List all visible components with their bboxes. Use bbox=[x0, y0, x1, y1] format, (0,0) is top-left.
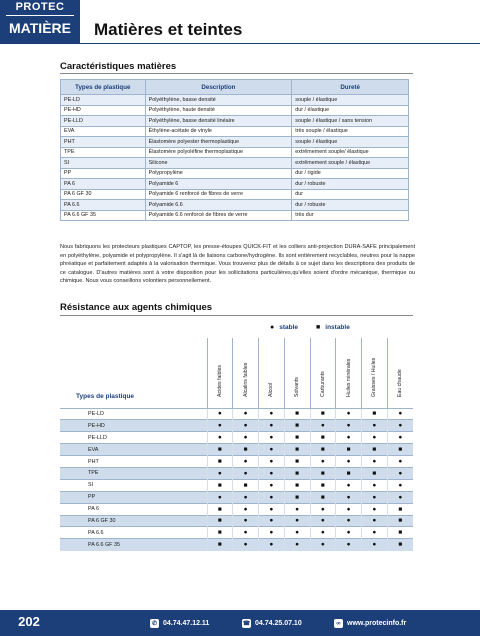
stable-icon: ● bbox=[259, 539, 285, 551]
stable-icon: ● bbox=[233, 432, 259, 444]
phone-number: 04.74.47.12.11 bbox=[163, 620, 210, 627]
stable-icon: ● bbox=[310, 456, 336, 468]
resistance-row bbox=[60, 527, 413, 539]
unstable-icon: ■ bbox=[310, 479, 336, 491]
material-type: PP bbox=[61, 168, 146, 179]
legend-stable bbox=[270, 324, 298, 331]
stable-icon: ● bbox=[336, 491, 362, 503]
stable-icon: ● bbox=[362, 527, 388, 539]
stable-icon: ● bbox=[233, 539, 259, 551]
material-description: Éthylène-acétate de vinyle bbox=[145, 126, 292, 137]
stable-icon: ● bbox=[336, 456, 362, 468]
stable-icon: ● bbox=[362, 479, 388, 491]
material-hardness: souple / élastique bbox=[292, 137, 409, 148]
legend bbox=[270, 324, 350, 331]
page-title: Matières et teintes bbox=[94, 20, 243, 39]
unstable-icon: ■ bbox=[387, 527, 413, 539]
unstable-icon: ■ bbox=[336, 467, 362, 479]
materials-row bbox=[61, 105, 409, 116]
materials-row bbox=[61, 147, 409, 158]
stable-icon: ● bbox=[233, 408, 259, 420]
stable-icon: ● bbox=[387, 491, 413, 503]
material-type: PE-HD bbox=[61, 105, 146, 116]
unstable-icon: ■ bbox=[284, 420, 310, 432]
col-header-hardness: Dureté bbox=[292, 80, 409, 95]
phone-icon: ✆ bbox=[151, 621, 158, 627]
material-hardness: extrêmement souple/ élastique bbox=[292, 147, 409, 158]
unstable-icon: ■ bbox=[387, 515, 413, 527]
resistance-material: PA 6 GF 30 bbox=[60, 515, 207, 527]
footer-fax[interactable] bbox=[242, 619, 302, 628]
stable-icon: ● bbox=[259, 479, 285, 491]
agent-label: Huiles minérales bbox=[345, 358, 352, 397]
material-description: Polyéthylène, basse densité bbox=[145, 95, 292, 106]
materials-header-row bbox=[61, 80, 409, 95]
materials-row bbox=[61, 210, 409, 221]
resistance-col-header bbox=[259, 338, 285, 408]
stable-icon: ● bbox=[336, 432, 362, 444]
agent-label: Carburants bbox=[319, 370, 326, 397]
stable-icon: ● bbox=[259, 491, 285, 503]
materials-paragraph: Nous fabriquons les protecteurs plastiques CAPTOP, les presse-étoupes QUICK-FIT et les colliers anti-projection DURA-SAFE principalement en polyéthylène, polyamide et polypropylène. Il s'agit là de liaisons carbone/hydrogène. Ils sont entièrement recyclables, neutres pour la nappe phréatique et parfaitement adaptés à la valorisation thermique. Vous trouverez plus de détails à ce sujet dans les descriptions des produits de ce catalogue. D'autres matières sont à votre disposition pour les sollicitations particulières,qu'elles soient d'ordre mécanique, thermique ou chimique. Nous vous conseillons volontiers personnellement. bbox=[60, 244, 415, 284]
materials-table bbox=[60, 79, 409, 221]
material-type: PA 6 bbox=[61, 179, 146, 190]
resistance-table-body bbox=[60, 408, 413, 551]
header-rule bbox=[80, 43, 480, 44]
resistance-material: PA 6 bbox=[60, 503, 207, 515]
website-url: www.protecinfo.fr bbox=[347, 620, 407, 627]
stable-icon: ● bbox=[233, 515, 259, 527]
unstable-icon: ■ bbox=[310, 467, 336, 479]
unstable-icon: ■ bbox=[284, 444, 310, 456]
resistance-col-header bbox=[387, 338, 413, 408]
resistance-material: PE-HD bbox=[60, 420, 207, 432]
stable-icon: ● bbox=[310, 527, 336, 539]
unstable-icon: ■ bbox=[284, 491, 310, 503]
agent-label: Alcalins faibles bbox=[242, 362, 249, 397]
unstable-icon: ■ bbox=[284, 456, 310, 468]
unstable-icon: ■ bbox=[284, 432, 310, 444]
stable-icon: ● bbox=[387, 420, 413, 432]
stable-icon: ● bbox=[259, 456, 285, 468]
stable-icon: ● bbox=[362, 503, 388, 515]
material-description: Élastomère polyoléfine thermoplastique bbox=[145, 147, 292, 158]
material-type: PE-LLD bbox=[61, 116, 146, 127]
footer-website[interactable] bbox=[334, 619, 406, 628]
stable-icon: ● bbox=[233, 456, 259, 468]
stable-icon: ● bbox=[310, 515, 336, 527]
resistance-col-header bbox=[310, 338, 336, 408]
unstable-icon: ■ bbox=[336, 444, 362, 456]
stable-icon: ● bbox=[336, 527, 362, 539]
resistance-material: SI bbox=[60, 479, 207, 491]
material-hardness: dur bbox=[292, 189, 409, 200]
material-type: PA 6.6 bbox=[61, 200, 146, 211]
stable-icon: ● bbox=[233, 467, 259, 479]
stable-icon: ● bbox=[259, 432, 285, 444]
resistance-col-header bbox=[336, 338, 362, 408]
stable-icon: ● bbox=[362, 456, 388, 468]
unstable-icon: ■ bbox=[316, 324, 321, 331]
resistance-col-header bbox=[233, 338, 259, 408]
material-type: PA 6 GF 30 bbox=[61, 189, 146, 200]
stable-icon: ● bbox=[336, 479, 362, 491]
resistance-material: PE-LLD bbox=[60, 432, 207, 444]
resistance-col-header bbox=[362, 338, 388, 408]
material-type: SI bbox=[61, 158, 146, 169]
stable-icon: ● bbox=[336, 539, 362, 551]
stable-icon: ● bbox=[284, 539, 310, 551]
stable-icon: ● bbox=[284, 503, 310, 515]
stable-icon: ● bbox=[207, 408, 233, 420]
resistance-rule bbox=[60, 315, 413, 316]
unstable-icon: ■ bbox=[207, 539, 233, 551]
agent-label: Eau chaude bbox=[397, 368, 404, 397]
resistance-row bbox=[60, 515, 413, 527]
stable-icon: ● bbox=[207, 432, 233, 444]
resistance-material: PP bbox=[60, 491, 207, 503]
stable-icon: ● bbox=[362, 491, 388, 503]
col-header-type: Types de plastique bbox=[61, 80, 146, 95]
stable-icon: ● bbox=[259, 444, 285, 456]
resistance-heading: Résistance aux agents chimiques bbox=[60, 302, 213, 313]
link-icon: ∞ bbox=[334, 619, 343, 628]
material-hardness: extrêmement souple / élastique bbox=[292, 158, 409, 169]
material-description: Polyamide 6 bbox=[145, 179, 292, 190]
resistance-table bbox=[60, 338, 413, 551]
resistance-material: PA 6.6 GF 35 bbox=[60, 539, 207, 551]
footer-bar bbox=[0, 610, 480, 636]
brand-divider bbox=[6, 15, 74, 16]
resistance-row bbox=[60, 539, 413, 551]
unstable-icon: ■ bbox=[207, 479, 233, 491]
material-description: Silicone bbox=[145, 158, 292, 169]
unstable-icon: ■ bbox=[387, 503, 413, 515]
materials-table-body bbox=[61, 95, 409, 221]
resistance-material: TPE bbox=[60, 467, 207, 479]
resistance-row bbox=[60, 408, 413, 420]
resistance-col-header bbox=[284, 338, 310, 408]
stable-icon: ● bbox=[387, 467, 413, 479]
material-hardness: dur / robuste bbox=[292, 179, 409, 190]
section-label: MATIÈRE bbox=[9, 20, 71, 36]
stable-icon: ● bbox=[284, 527, 310, 539]
page-number: 202 bbox=[18, 614, 40, 629]
material-hardness: dur / robuste bbox=[292, 200, 409, 211]
unstable-icon: ■ bbox=[284, 408, 310, 420]
unstable-icon: ■ bbox=[233, 444, 259, 456]
stable-icon: ● bbox=[284, 515, 310, 527]
material-type: TPE bbox=[61, 147, 146, 158]
material-hardness: dur / élastique bbox=[292, 105, 409, 116]
col-header-description: Description bbox=[145, 80, 292, 95]
agent-label: Acides faibles bbox=[216, 364, 223, 397]
legend-unstable bbox=[316, 324, 350, 331]
material-description: Polyamide 6.6 bbox=[145, 200, 292, 211]
materials-row bbox=[61, 168, 409, 179]
unstable-icon: ■ bbox=[362, 467, 388, 479]
unstable-icon: ■ bbox=[362, 444, 388, 456]
stable-icon: ● bbox=[207, 491, 233, 503]
stable-icon: ● bbox=[336, 515, 362, 527]
material-hardness: très souple / élastique bbox=[292, 126, 409, 137]
stable-icon: ● bbox=[310, 539, 336, 551]
footer-phone[interactable] bbox=[150, 619, 209, 628]
resistance-col-header bbox=[207, 338, 233, 408]
material-type: EVA bbox=[61, 126, 146, 137]
fax-number: 04.74.25.07.10 bbox=[255, 620, 302, 627]
material-description: Polyéthylène, haute densité bbox=[145, 105, 292, 116]
stable-icon: ● bbox=[233, 420, 259, 432]
brand-block bbox=[0, 0, 80, 44]
resistance-row bbox=[60, 491, 413, 503]
stable-icon: ● bbox=[387, 479, 413, 491]
material-description: Élastomère polyester thermoplastique bbox=[145, 137, 292, 148]
stable-icon: ● bbox=[387, 408, 413, 420]
stable-icon: ● bbox=[259, 467, 285, 479]
material-description: Polypropylène bbox=[145, 168, 292, 179]
resistance-row bbox=[60, 467, 413, 479]
resistance-material: EVA bbox=[60, 444, 207, 456]
unstable-icon: ■ bbox=[207, 515, 233, 527]
unstable-icon: ■ bbox=[310, 432, 336, 444]
agent-label: Solvants bbox=[294, 376, 301, 397]
stable-icon: ● bbox=[387, 432, 413, 444]
materials-row bbox=[61, 200, 409, 211]
stable-icon: ● bbox=[233, 491, 259, 503]
unstable-icon: ■ bbox=[387, 539, 413, 551]
stable-icon: ● bbox=[362, 432, 388, 444]
unstable-icon: ■ bbox=[207, 503, 233, 515]
resistance-material: PA 6.6 bbox=[60, 527, 207, 539]
stable-icon: ● bbox=[259, 527, 285, 539]
materials-row bbox=[61, 126, 409, 137]
materials-row bbox=[61, 158, 409, 169]
resistance-row bbox=[60, 479, 413, 491]
resistance-material: PHT bbox=[60, 456, 207, 468]
stable-icon: ● bbox=[387, 456, 413, 468]
unstable-icon: ■ bbox=[284, 479, 310, 491]
stable-icon: ● bbox=[207, 420, 233, 432]
material-description: Polyamide 6 renforcé de fibres de verre bbox=[145, 189, 292, 200]
materials-row bbox=[61, 137, 409, 148]
resistance-row bbox=[60, 444, 413, 456]
materials-row bbox=[61, 189, 409, 200]
stable-icon: ● bbox=[259, 515, 285, 527]
unstable-icon: ■ bbox=[310, 491, 336, 503]
stable-icon: ● bbox=[207, 467, 233, 479]
stable-icon: ● bbox=[233, 503, 259, 515]
stable-icon: ● bbox=[362, 420, 388, 432]
stable-icon: ● bbox=[336, 408, 362, 420]
resistance-row bbox=[60, 503, 413, 515]
agent-label: Alcool bbox=[268, 382, 275, 397]
stable-icon: ● bbox=[336, 503, 362, 515]
stable-icon: ● bbox=[310, 420, 336, 432]
material-type: PE-LD bbox=[61, 95, 146, 106]
stable-icon: ● bbox=[336, 420, 362, 432]
unstable-icon: ■ bbox=[362, 408, 388, 420]
resistance-material: PE-LD bbox=[60, 408, 207, 420]
legend-stable-label: stable bbox=[279, 324, 299, 331]
unstable-icon: ■ bbox=[207, 527, 233, 539]
materials-rule bbox=[60, 73, 413, 74]
materials-row bbox=[61, 116, 409, 127]
stable-icon: ● bbox=[233, 527, 259, 539]
resistance-table-wrap bbox=[60, 338, 413, 551]
resistance-corner-label: Types de plastique bbox=[60, 338, 207, 408]
unstable-icon: ■ bbox=[207, 456, 233, 468]
unstable-icon: ■ bbox=[310, 444, 336, 456]
resistance-row bbox=[60, 420, 413, 432]
unstable-icon: ■ bbox=[284, 467, 310, 479]
stable-icon: ● bbox=[259, 408, 285, 420]
stable-icon: ● bbox=[259, 503, 285, 515]
unstable-icon: ■ bbox=[387, 444, 413, 456]
stable-icon: ● bbox=[362, 515, 388, 527]
material-type: PA 6.6 GF 35 bbox=[61, 210, 146, 221]
resistance-row bbox=[60, 456, 413, 468]
fax-icon: ☎ bbox=[242, 621, 251, 627]
unstable-icon: ■ bbox=[207, 444, 233, 456]
unstable-icon: ■ bbox=[310, 408, 336, 420]
stable-icon: ● bbox=[270, 324, 275, 331]
legend-unstable-label: instable bbox=[325, 324, 350, 331]
unstable-icon: ■ bbox=[233, 479, 259, 491]
material-description: Polyamide 6.6 renforcé de fibres de verre bbox=[145, 210, 292, 221]
resistance-header-row bbox=[60, 338, 413, 408]
stable-icon: ● bbox=[310, 503, 336, 515]
materials-row bbox=[61, 179, 409, 190]
stable-icon: ● bbox=[362, 539, 388, 551]
resistance-row bbox=[60, 432, 413, 444]
agent-label: Graisses / Huiles bbox=[371, 357, 378, 397]
brand-name: PROTEC bbox=[15, 1, 65, 13]
material-type: PHT bbox=[61, 137, 146, 148]
stable-icon: ● bbox=[259, 420, 285, 432]
materials-heading: Caractéristiques matières bbox=[60, 61, 177, 72]
materials-row bbox=[61, 95, 409, 106]
material-hardness: très dur bbox=[292, 210, 409, 221]
material-description: Polyéthylène, basse densité linéaire bbox=[145, 116, 292, 127]
material-hardness: souple / élastique / sans tension bbox=[292, 116, 409, 127]
material-hardness: dur / rigide bbox=[292, 168, 409, 179]
material-hardness: souple / élastique bbox=[292, 95, 409, 106]
